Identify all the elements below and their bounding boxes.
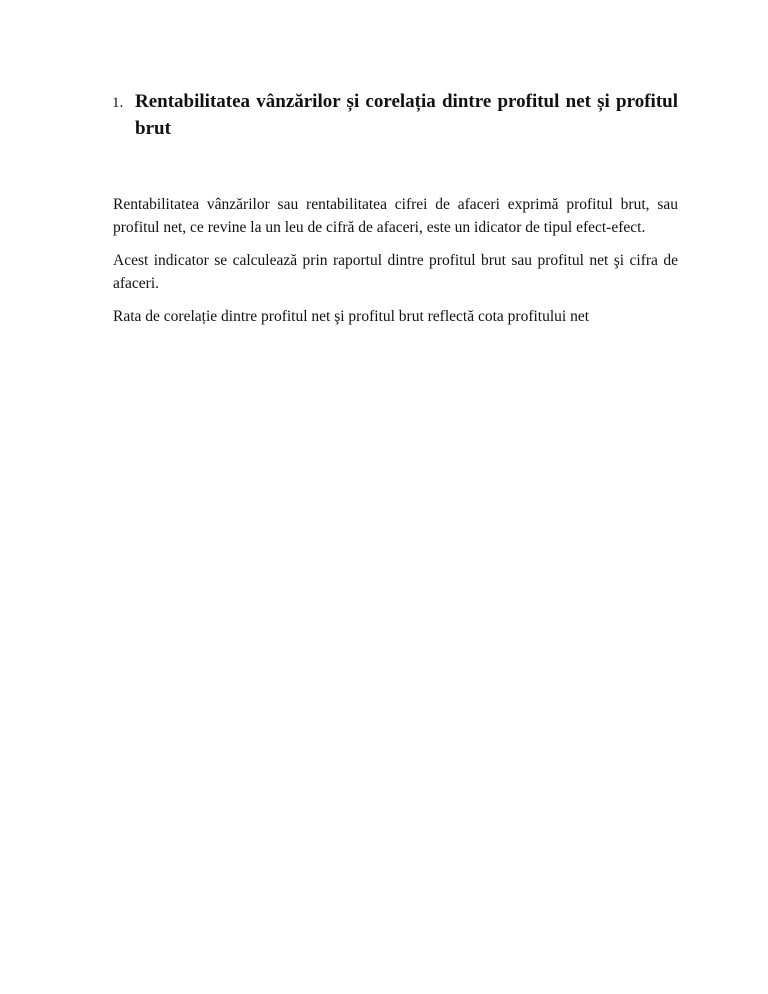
paragraph-indicator-calculation: Acest indicator se calculează prin raportul dintre profitul brut sau profitul net şi cifra de afaceri.	[113, 252, 678, 292]
heading-title: Rentabilitatea vânzărilor și corelația dintre profitul net și profitul brut	[135, 91, 678, 139]
paragraph-correlation-rate: Rata de corelație dintre profitul net şi profitul brut reflectă cota profitului net	[113, 308, 590, 325]
section-heading	[112, 88, 678, 142]
body-text	[113, 193, 678, 338]
heading-number: 1.	[112, 95, 124, 111]
paragraph-sales-profitability: Rentabilitatea vânzărilor sau rentabilitatea cifrei de afaceri exprimă profitul brut, sau profitul net, ce revine la un leu de cifră de afaceri, este un idicator de tipul efect-efect.	[113, 196, 678, 236]
